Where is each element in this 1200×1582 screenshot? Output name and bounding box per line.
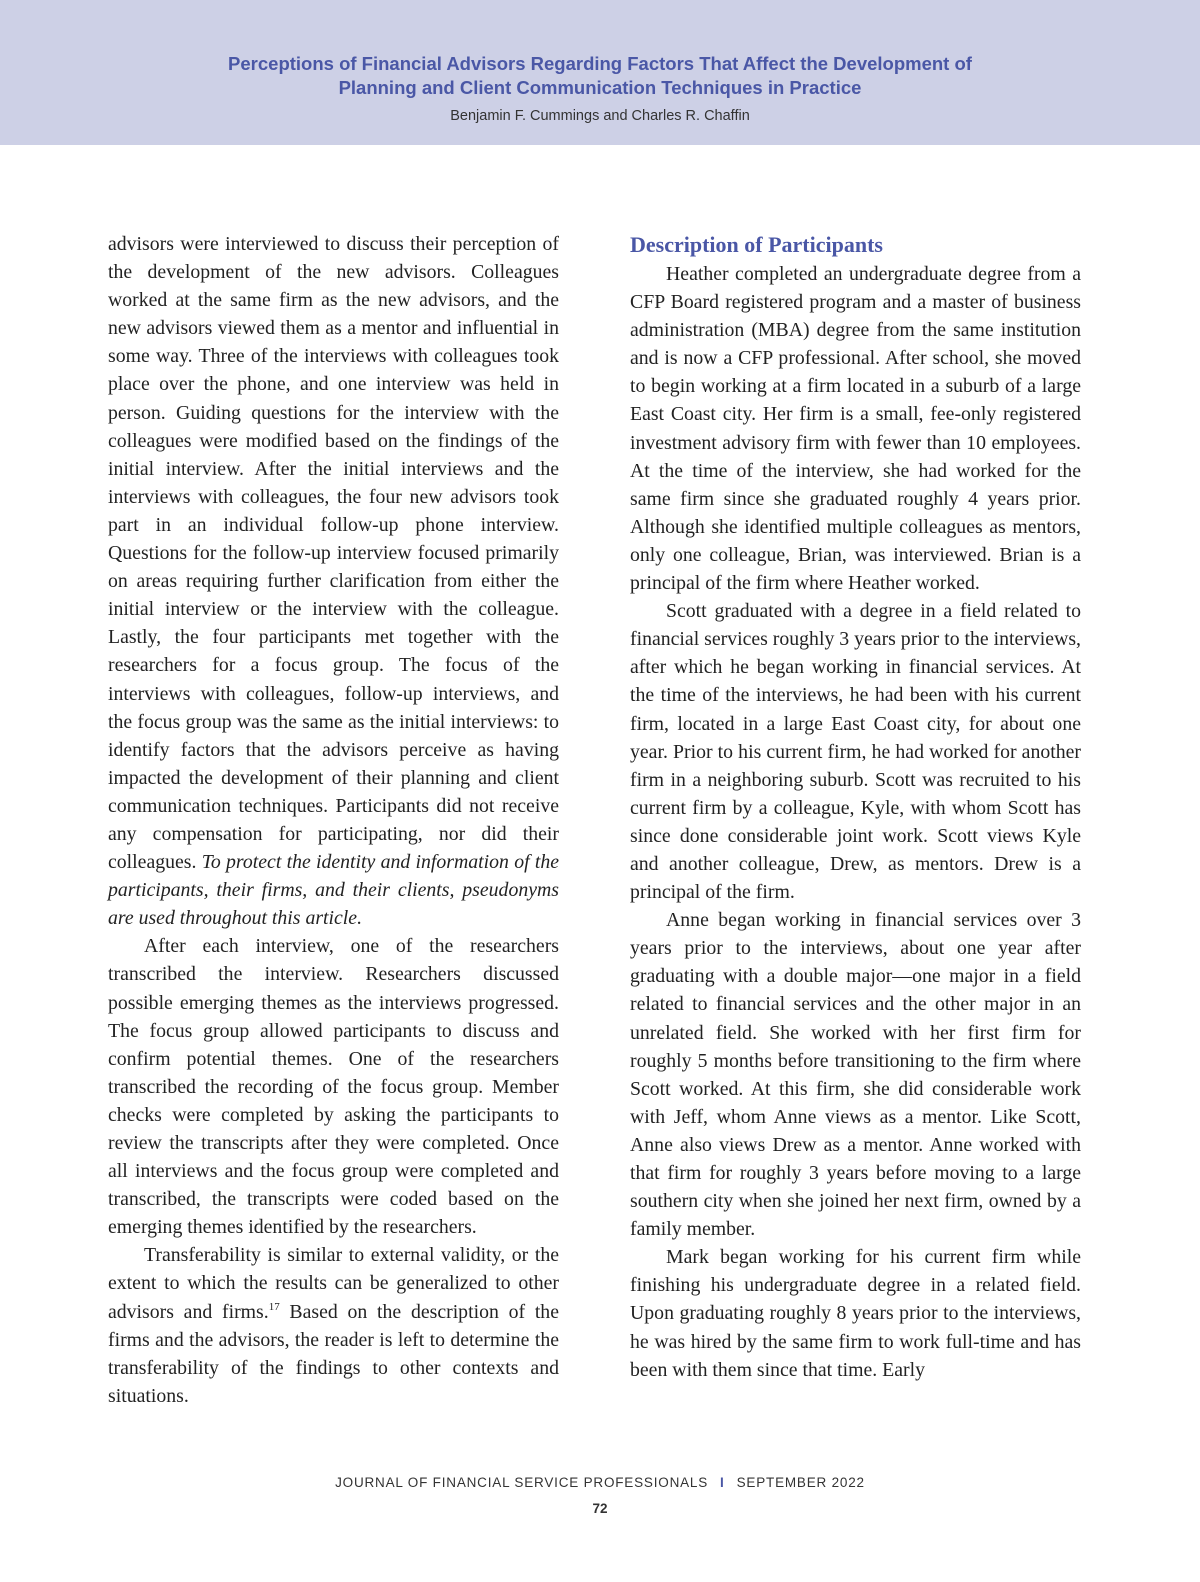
paragraph-transcription: After each interview, one of the researchers transcribed the interview. Researchers discussed possible emerging themes as the interviews progressed. The focus group allowed participants to discuss and confirm potential themes. One of the researchers transcribed the recording of the focus group. Member checks were completed by asking the participants to review the transcripts after they were completed. Once all interviews and the focus group were completed and transcribed, the transcripts were coded based on the emerging themes identified by the researchers.	[108, 935, 559, 1239]
article-title-line-1: Perceptions of Financial Advisors Regarding Factors That Affect the Development of	[228, 53, 972, 74]
right-column	[630, 230, 1081, 1384]
paragraph-mark: Mark began working for his current firm while finishing his undergraduate degree in a related field. Upon graduating roughly 8 years prior to the interviews, he was hired by the same firm to work full-time and has been with them since that time. Early	[630, 1246, 1081, 1381]
journal-name: JOURNAL OF FINANCIAL SERVICE PROFESSIONALS	[335, 1475, 709, 1490]
paragraph-text: Based on the description of the firms and the advisors, the reader is left to determine the transferability of the findings to other contexts and situations.	[108, 1300, 559, 1407]
left-column	[108, 230, 559, 1410]
footnote-reference: 17	[268, 1300, 280, 1313]
paragraph-text: Transferability is similar to external validity, or the extent to which the results can be generalized to other advisors and firms.	[108, 1244, 559, 1323]
page-number: 72	[592, 1501, 608, 1516]
running-header	[0, 0, 1200, 145]
issue-date: SEPTEMBER 2022	[736, 1475, 865, 1490]
article-title	[150, 52, 1050, 100]
article-title-line-2: Planning and Client Communication Techniques in Practice	[338, 77, 862, 98]
paragraph-scott: Scott graduated with a degree in a field related to financial services roughly 3 years prior to the interviews, after which he began working in financial services. At the time of the interviews, he had been with his current firm, located in a large East Coast city, for about one year. Prior to his current firm, he had worked for another firm in a neighboring suburb. Scott was recruited to his current firm by a colleague, Kyle, with whom Scott has since done considerable joint work. Scott views Kyle and another colleague, Drew, as mentors. Drew is a principal of the firm.	[630, 600, 1081, 904]
paragraph-methods-interviews	[108, 230, 559, 932]
paragraph-transferability	[108, 1241, 559, 1410]
running-footer	[0, 1475, 1200, 1490]
footer-separator: I	[720, 1475, 725, 1490]
paragraph-heather: Heather completed an undergraduate degree from a CFP Board registered program and a master of business administration (MBA) degree from the same institution and is now a CFP professional. After school, she moved to begin working at a firm located in a suburb of a large East Coast city. Her firm is a small, fee-only registered investment advisory firm with fewer than 10 employees. At the time of the interview, she had worked for the same firm since she graduated roughly 4 years prior. Although she identified multiple colleagues as mentors, only one colleague, Brian, was interviewed. Brian is a principal of the firm where Heather worked.	[630, 263, 1081, 595]
paragraph-text: advisors were interviewed to discuss their perception of the development of the new advisors. Colleagues worked at the same firm as the new advisors, and the new advisors viewed them as a mentor and influential in some way. Three of the interviews with colleagues took place over the phone, and one interview was held in person. Guiding questions for the interview with the colleagues were modified based on the findings of the initial interview. After the initial interviews and the interviews with colleagues, the four new advisors took part in an individual follow-up phone interview. Questions for the follow-up interview focused primarily on areas requiring further clarification from either the initial interview or the interview with the colleague. Lastly, the four participants met together with the researchers for a focus group. The focus of the interviews with colleagues, follow-up interviews, and the focus group was the same as the initial interviews: to identify factors that the advisors perceive as having impacted the development of their planning and client communication techniques. Participants did not receive any compensation for participating, nor did their colleagues.	[108, 233, 559, 874]
paragraph-anne: Anne began working in financial services over 3 years prior to the interviews, about one year after graduating with a double major—one major in a field related to financial services and the other major in an unrelated field. She worked with her first firm for roughly 5 months before transitioning to the firm where Scott worked. At this firm, she did considerable work with Jeff, whom Anne views as a mentor. Like Scott, Anne also views Drew as a mentor. Anne worked with that firm for roughly 3 years before moving to a large southern city when she joined her next firm, owned by a family member.	[630, 909, 1081, 1241]
article-authors: Benjamin F. Cummings and Charles R. Chaffin	[450, 108, 750, 124]
section-heading: Description of Participants	[630, 232, 883, 257]
pseudonym-note: To protect the identity and information of the participants, their firms, and their clients, pseudonyms are used throughout this article.	[108, 851, 559, 930]
